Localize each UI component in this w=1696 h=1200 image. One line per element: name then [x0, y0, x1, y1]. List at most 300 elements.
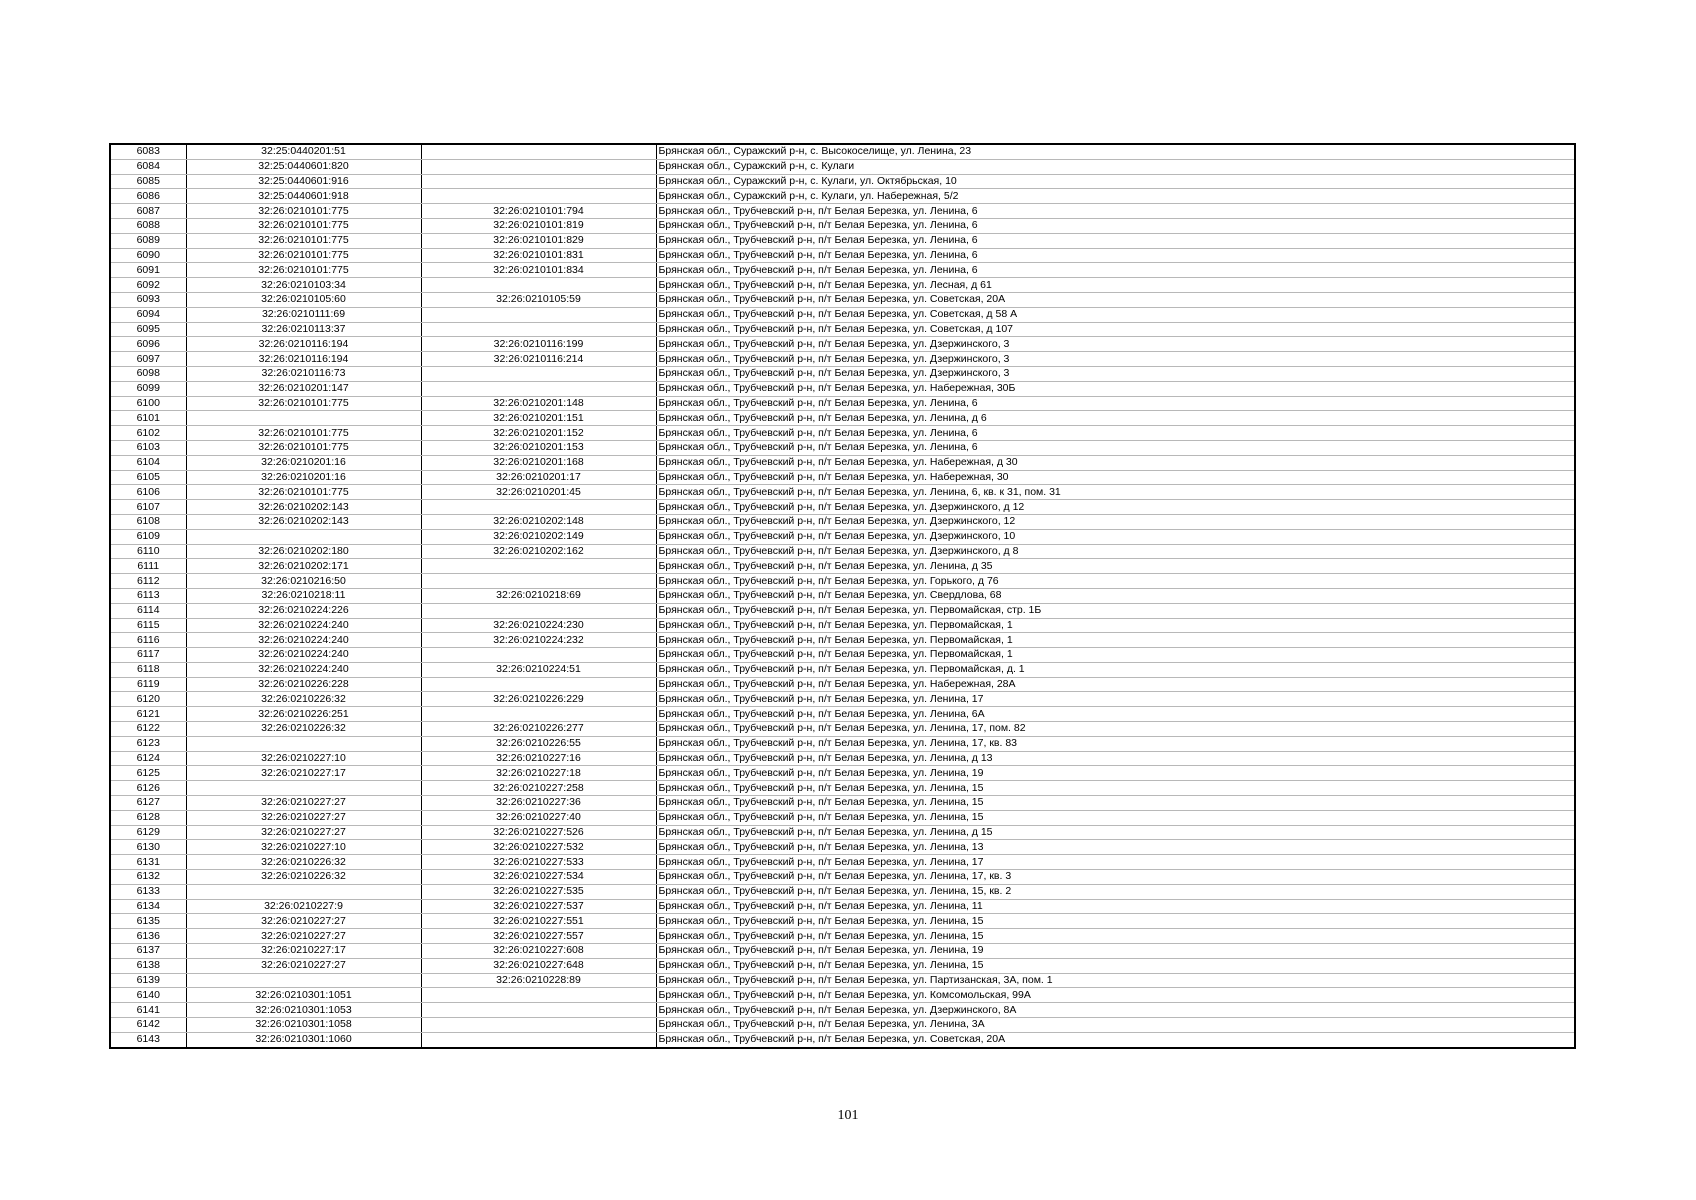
address-cell: Брянская обл., Трубчевский р-н, п/т Белая Березка, ул. Дзержинского, д 12 [656, 500, 1575, 515]
address-cell: Брянская обл., Трубчевский р-н, п/т Белая Березка, ул. Ленина, 6, кв. к 31, пом. 31 [656, 485, 1575, 500]
related-cadastral-number-cell [421, 159, 656, 174]
cadastral-number-cell: 32:26:0210216:50 [186, 574, 421, 589]
address-cell: Брянская обл., Трубчевский р-н, п/т Белая Березка, ул. Ленина, 17, кв. 83 [656, 736, 1575, 751]
related-cadastral-number-cell [421, 603, 656, 618]
table-row [110, 396, 1575, 411]
related-cadastral-number-cell: 32:26:0210201:17 [421, 470, 656, 485]
related-cadastral-number-cell: 32:26:0210227:36 [421, 796, 656, 811]
row-number-cell: 6115 [110, 618, 186, 633]
row-number-cell: 6134 [110, 899, 186, 914]
address-cell: Брянская обл., Трубчевский р-н, п/т Белая Березка, ул. Набережная, 30 [656, 470, 1575, 485]
cadastral-number-cell: 32:26:0210224:226 [186, 603, 421, 618]
address-cell: Брянская обл., Трубчевский р-н, п/т Белая Березка, ул. Набережная, 28А [656, 677, 1575, 692]
related-cadastral-number-cell: 32:26:0210101:831 [421, 248, 656, 263]
related-cadastral-number-cell [421, 574, 656, 589]
table-row [110, 884, 1575, 899]
cadastral-number-cell: 32:26:0210201:147 [186, 381, 421, 396]
address-cell: Брянская обл., Трубчевский р-н, п/т Белая Березка, ул. Ленина, 15 [656, 796, 1575, 811]
row-number-cell: 6101 [110, 411, 186, 426]
cadastral-number-cell: 32:26:0210101:775 [186, 485, 421, 500]
address-cell: Брянская обл., Трубчевский р-н, п/т Белая Березка, ул. Первомайская, 1 [656, 618, 1575, 633]
row-number-cell: 6092 [110, 278, 186, 293]
address-cell: Брянская обл., Трубчевский р-н, п/т Белая Березка, ул. Ленина, 6 [656, 204, 1575, 219]
table-row [110, 914, 1575, 929]
related-cadastral-number-cell [421, 366, 656, 381]
cadastral-number-cell: 32:26:0210101:775 [186, 440, 421, 455]
cadastral-number-cell: 32:26:0210227:27 [186, 929, 421, 944]
row-number-cell: 6109 [110, 529, 186, 544]
table-row [110, 958, 1575, 973]
related-cadastral-number-cell: 32:26:0210226:229 [421, 692, 656, 707]
cadastral-number-cell: 32:26:0210227:27 [186, 914, 421, 929]
address-cell: Брянская обл., Трубчевский р-н, п/т Белая Березка, ул. Ленина, 6 [656, 263, 1575, 278]
row-number-cell: 6102 [110, 426, 186, 441]
row-number-cell: 6094 [110, 307, 186, 322]
related-cadastral-number-cell [421, 1003, 656, 1018]
cadastral-number-cell: 32:26:0210301:1058 [186, 1018, 421, 1033]
table-row [110, 485, 1575, 500]
cadastral-number-cell [186, 411, 421, 426]
row-number-cell: 6112 [110, 574, 186, 589]
related-cadastral-number-cell [421, 559, 656, 574]
address-cell: Брянская обл., Трубчевский р-н, п/т Белая Березка, ул. Ленина, д 15 [656, 825, 1575, 840]
table-row [110, 426, 1575, 441]
table-row [110, 633, 1575, 648]
address-cell: Брянская обл., Трубчевский р-н, п/т Белая Березка, ул. Ленина, 15 [656, 810, 1575, 825]
table-row [110, 470, 1575, 485]
table-row [110, 766, 1575, 781]
cadastral-number-cell: 32:26:0210226:32 [186, 855, 421, 870]
cadastral-number-cell: 32:26:0210226:32 [186, 722, 421, 737]
cadastral-number-cell: 32:26:0210227:10 [186, 840, 421, 855]
row-number-cell: 6097 [110, 352, 186, 367]
row-number-cell: 6137 [110, 944, 186, 959]
table-row [110, 736, 1575, 751]
row-number-cell: 6113 [110, 588, 186, 603]
related-cadastral-number-cell [421, 500, 656, 515]
row-number-cell: 6118 [110, 662, 186, 677]
row-number-cell: 6089 [110, 233, 186, 248]
address-cell: Брянская обл., Трубчевский р-н, п/т Белая Березка, ул. Ленина, 6 [656, 440, 1575, 455]
related-cadastral-number-cell [421, 988, 656, 1003]
table-row [110, 204, 1575, 219]
address-cell: Брянская обл., Трубчевский р-н, п/т Белая Березка, ул. Ленина, 17, пом. 82 [656, 722, 1575, 737]
address-cell: Брянская обл., Трубчевский р-н, п/т Белая Березка, ул. Набережная, д 30 [656, 455, 1575, 470]
cadastral-number-cell: 32:26:0210227:27 [186, 796, 421, 811]
address-cell: Брянская обл., Трубчевский р-н, п/т Белая Березка, ул. Ленина, 15 [656, 958, 1575, 973]
row-number-cell: 6104 [110, 455, 186, 470]
row-number-cell: 6136 [110, 929, 186, 944]
address-cell: Брянская обл., Трубчевский р-н, п/т Белая Березка, ул. Ленина, 6 [656, 233, 1575, 248]
related-cadastral-number-cell: 32:26:0210201:168 [421, 455, 656, 470]
cadastral-number-cell: 32:26:0210224:240 [186, 633, 421, 648]
table-row [110, 218, 1575, 233]
row-number-cell: 6129 [110, 825, 186, 840]
table-row [110, 292, 1575, 307]
row-number-cell: 6127 [110, 796, 186, 811]
related-cadastral-number-cell: 32:26:0210101:794 [421, 204, 656, 219]
cadastral-number-cell [186, 884, 421, 899]
table-row [110, 322, 1575, 337]
address-cell: Брянская обл., Трубчевский р-н, п/т Белая Березка, ул. Дзержинского, 3 [656, 366, 1575, 381]
address-cell: Брянская обл., Трубчевский р-н, п/т Белая Березка, ул. Ленина, 17, кв. 3 [656, 870, 1575, 885]
address-cell: Брянская обл., Трубчевский р-н, п/т Белая Березка, ул. Комсомольская, 99А [656, 988, 1575, 1003]
address-cell: Брянская обл., Трубчевский р-н, п/т Белая Березка, ул. Ленина, 13 [656, 840, 1575, 855]
related-cadastral-number-cell [421, 307, 656, 322]
address-cell: Брянская обл., Трубчевский р-н, п/т Белая Березка, ул. Ленина, 3А [656, 1018, 1575, 1033]
row-number-cell: 6095 [110, 322, 186, 337]
related-cadastral-number-cell: 32:26:0210227:535 [421, 884, 656, 899]
cadastral-number-cell: 32:26:0210111:69 [186, 307, 421, 322]
address-cell: Брянская обл., Трубчевский р-н, п/т Белая Березка, ул. Ленина, д 13 [656, 751, 1575, 766]
cadastral-number-cell: 32:26:0210101:775 [186, 218, 421, 233]
cadastral-number-cell: 32:25:0440601:820 [186, 159, 421, 174]
table-row [110, 263, 1575, 278]
address-cell: Брянская обл., Трубчевский р-н, п/т Белая Березка, ул. Ленина, 6 [656, 426, 1575, 441]
row-number-cell: 6085 [110, 174, 186, 189]
related-cadastral-number-cell: 32:26:0210116:214 [421, 352, 656, 367]
address-cell: Брянская обл., Трубчевский р-н, п/т Белая Березка, ул. Лесная, д 61 [656, 278, 1575, 293]
cadastral-number-cell: 32:26:0210103:34 [186, 278, 421, 293]
row-number-cell: 6083 [110, 144, 186, 159]
row-number-cell: 6120 [110, 692, 186, 707]
row-number-cell: 6103 [110, 440, 186, 455]
address-cell: Брянская обл., Трубчевский р-н, п/т Белая Березка, ул. Ленина, 19 [656, 944, 1575, 959]
table-row [110, 352, 1575, 367]
related-cadastral-number-cell: 32:26:0210201:151 [421, 411, 656, 426]
address-cell: Брянская обл., Трубчевский р-н, п/т Белая Березка, ул. Горького, д 76 [656, 574, 1575, 589]
cadastral-number-cell: 32:26:0210101:775 [186, 396, 421, 411]
address-cell: Брянская обл., Суражский р-н, с. Высокоселище, ул. Ленина, 23 [656, 144, 1575, 159]
table-row [110, 1003, 1575, 1018]
related-cadastral-number-cell: 32:26:0210202:149 [421, 529, 656, 544]
cadastral-number-cell: 32:26:0210301:1053 [186, 1003, 421, 1018]
related-cadastral-number-cell: 32:26:0210228:89 [421, 973, 656, 988]
cadastral-number-cell: 32:26:0210227:10 [186, 751, 421, 766]
cadastral-number-cell: 32:26:0210101:775 [186, 248, 421, 263]
related-cadastral-number-cell: 32:26:0210202:148 [421, 514, 656, 529]
row-number-cell: 6138 [110, 958, 186, 973]
address-cell: Брянская обл., Трубчевский р-н, п/т Белая Березка, ул. Советская, д 107 [656, 322, 1575, 337]
related-cadastral-number-cell: 32:26:0210227:16 [421, 751, 656, 766]
row-number-cell: 6126 [110, 781, 186, 796]
related-cadastral-number-cell: 32:26:0210227:648 [421, 958, 656, 973]
address-cell: Брянская обл., Трубчевский р-н, п/т Белая Березка, ул. Первомайская, 1 [656, 648, 1575, 663]
related-cadastral-number-cell: 32:26:0210201:152 [421, 426, 656, 441]
row-number-cell: 6086 [110, 189, 186, 204]
row-number-cell: 6117 [110, 648, 186, 663]
table-row [110, 559, 1575, 574]
cadastral-number-cell: 32:26:0210101:775 [186, 426, 421, 441]
cadastral-number-cell: 32:26:0210301:1060 [186, 1032, 421, 1047]
cadastral-number-cell: 32:26:0210227:27 [186, 825, 421, 840]
related-cadastral-number-cell: 32:26:0210227:533 [421, 855, 656, 870]
cadastral-number-cell [186, 781, 421, 796]
address-cell: Брянская обл., Трубчевский р-н, п/т Белая Березка, ул. Ленина, 15, кв. 2 [656, 884, 1575, 899]
cadastral-number-cell: 32:26:0210224:240 [186, 662, 421, 677]
row-number-cell: 6108 [110, 514, 186, 529]
cadastral-number-cell: 32:26:0210101:775 [186, 204, 421, 219]
table-row [110, 574, 1575, 589]
row-number-cell: 6135 [110, 914, 186, 929]
related-cadastral-number-cell: 32:26:0210226:277 [421, 722, 656, 737]
table-row [110, 366, 1575, 381]
related-cadastral-number-cell: 32:26:0210227:532 [421, 840, 656, 855]
table-row [110, 662, 1575, 677]
related-cadastral-number-cell: 32:26:0210227:18 [421, 766, 656, 781]
address-cell: Брянская обл., Трубчевский р-н, п/т Белая Березка, ул. Дзержинского, 8А [656, 1003, 1575, 1018]
related-cadastral-number-cell [421, 1018, 656, 1033]
row-number-cell: 6124 [110, 751, 186, 766]
address-cell: Брянская обл., Трубчевский р-н, п/т Белая Березка, ул. Первомайская, 1 [656, 633, 1575, 648]
table-row [110, 529, 1575, 544]
address-cell: Брянская обл., Трубчевский р-н, п/т Белая Березка, ул. Ленина, 6 [656, 396, 1575, 411]
address-cell: Брянская обл., Трубчевский р-н, п/т Белая Березка, ул. Свердлова, 68 [656, 588, 1575, 603]
row-number-cell: 6099 [110, 381, 186, 396]
related-cadastral-number-cell: 32:26:0210227:526 [421, 825, 656, 840]
address-cell: Брянская обл., Трубчевский р-н, п/т Белая Березка, ул. Ленина, 6 [656, 248, 1575, 263]
related-cadastral-number-cell: 32:26:0210227:40 [421, 810, 656, 825]
address-cell: Брянская обл., Трубчевский р-н, п/т Белая Березка, ул. Дзержинского, 10 [656, 529, 1575, 544]
address-cell: Брянская обл., Трубчевский р-н, п/т Белая Березка, ул. Советская, 20А [656, 1032, 1575, 1047]
related-cadastral-number-cell: 32:26:0210201:45 [421, 485, 656, 500]
cadastral-number-cell: 32:26:0210226:32 [186, 870, 421, 885]
related-cadastral-number-cell: 32:26:0210201:148 [421, 396, 656, 411]
row-number-cell: 6091 [110, 263, 186, 278]
table-row [110, 544, 1575, 559]
related-cadastral-number-cell: 32:26:0210227:534 [421, 870, 656, 885]
table-row [110, 603, 1575, 618]
cadastral-number-cell: 32:26:0210227:17 [186, 944, 421, 959]
related-cadastral-number-cell: 32:26:0210227:557 [421, 929, 656, 944]
cadastral-number-cell: 32:26:0210224:240 [186, 618, 421, 633]
related-cadastral-number-cell: 32:26:0210224:51 [421, 662, 656, 677]
address-cell: Брянская обл., Трубчевский р-н, п/т Белая Березка, ул. Ленина, д 35 [656, 559, 1575, 574]
address-cell: Брянская обл., Трубчевский р-н, п/т Белая Березка, ул. Ленина, 6 [656, 218, 1575, 233]
row-number-cell: 6093 [110, 292, 186, 307]
address-cell: Брянская обл., Трубчевский р-н, п/т Белая Березка, ул. Советская, 20А [656, 292, 1575, 307]
table-row [110, 692, 1575, 707]
table-row [110, 1032, 1575, 1047]
table-row [110, 411, 1575, 426]
address-cell: Брянская обл., Трубчевский р-н, п/т Белая Березка, ул. Ленина, 19 [656, 766, 1575, 781]
address-cell: Брянская обл., Трубчевский р-н, п/т Белая Березка, ул. Первомайская, д. 1 [656, 662, 1575, 677]
related-cadastral-number-cell [421, 677, 656, 692]
address-cell: Брянская обл., Трубчевский р-н, п/т Белая Березка, ул. Дзержинского, 3 [656, 352, 1575, 367]
cadastral-number-cell: 32:26:0210226:32 [186, 692, 421, 707]
address-cell: Брянская обл., Суражский р-н, с. Кулаги, ул. Набережная, 5/2 [656, 189, 1575, 204]
cadastral-number-cell: 32:26:0210202:143 [186, 500, 421, 515]
table-row [110, 174, 1575, 189]
table-row [110, 855, 1575, 870]
related-cadastral-number-cell: 32:26:0210224:232 [421, 633, 656, 648]
cadastral-number-cell: 32:26:0210105:60 [186, 292, 421, 307]
related-cadastral-number-cell [421, 189, 656, 204]
related-cadastral-number-cell [421, 322, 656, 337]
address-cell: Брянская обл., Трубчевский р-н, п/т Белая Березка, ул. Ленина, 17 [656, 855, 1575, 870]
address-cell: Брянская обл., Трубчевский р-н, п/т Белая Березка, ул. Ленина, 11 [656, 899, 1575, 914]
row-number-cell: 6111 [110, 559, 186, 574]
address-cell: Брянская обл., Трубчевский р-н, п/т Белая Березка, ул. Советская, д 58 А [656, 307, 1575, 322]
row-number-cell: 6133 [110, 884, 186, 899]
table-row [110, 825, 1575, 840]
related-cadastral-number-cell: 32:26:0210101:834 [421, 263, 656, 278]
row-number-cell: 6105 [110, 470, 186, 485]
row-number-cell: 6131 [110, 855, 186, 870]
table-row [110, 618, 1575, 633]
table-row [110, 677, 1575, 692]
related-cadastral-number-cell: 32:26:0210227:551 [421, 914, 656, 929]
table-row [110, 381, 1575, 396]
table-row [110, 751, 1575, 766]
cadastral-number-cell: 32:26:0210218:11 [186, 588, 421, 603]
related-cadastral-number-cell [421, 707, 656, 722]
row-number-cell: 6107 [110, 500, 186, 515]
cadastral-number-cell: 32:26:0210227:9 [186, 899, 421, 914]
address-cell: Брянская обл., Трубчевский р-н, п/т Белая Березка, ул. Ленина, 15 [656, 781, 1575, 796]
address-cell: Брянская обл., Трубчевский р-н, п/т Белая Березка, ул. Дзержинского, 3 [656, 337, 1575, 352]
row-number-cell: 6106 [110, 485, 186, 500]
cadastral-number-cell: 32:26:0210101:775 [186, 263, 421, 278]
table-row [110, 944, 1575, 959]
cadastral-number-cell: 32:25:0440601:918 [186, 189, 421, 204]
cadastral-number-cell: 32:26:0210227:27 [186, 958, 421, 973]
row-number-cell: 6123 [110, 736, 186, 751]
row-number-cell: 6140 [110, 988, 186, 1003]
cadastral-number-cell: 32:26:0210226:228 [186, 677, 421, 692]
table-row [110, 988, 1575, 1003]
related-cadastral-number-cell: 32:26:0210224:230 [421, 618, 656, 633]
cadastral-number-cell: 32:26:0210227:17 [186, 766, 421, 781]
page-number: 101 [837, 1108, 859, 1123]
cadastral-number-cell: 32:26:0210301:1051 [186, 988, 421, 1003]
related-cadastral-number-cell: 32:26:0210105:59 [421, 292, 656, 307]
cadastral-number-cell: 32:25:0440601:916 [186, 174, 421, 189]
related-cadastral-number-cell [421, 174, 656, 189]
table-row [110, 514, 1575, 529]
table-row [110, 144, 1575, 159]
address-cell: Брянская обл., Трубчевский р-н, п/т Белая Березка, ул. Ленина, 15 [656, 929, 1575, 944]
cadastral-number-cell: 32:26:0210116:194 [186, 337, 421, 352]
row-number-cell: 6121 [110, 707, 186, 722]
address-cell: Брянская обл., Трубчевский р-н, п/т Белая Березка, ул. Ленина, 15 [656, 914, 1575, 929]
address-cell: Брянская обл., Трубчевский р-н, п/т Белая Березка, ул. Ленина, 6А [656, 707, 1575, 722]
cadastral-number-cell [186, 529, 421, 544]
related-cadastral-number-cell: 32:26:0210227:608 [421, 944, 656, 959]
related-cadastral-number-cell: 32:26:0210202:162 [421, 544, 656, 559]
cadastral-number-cell: 32:25:0440201:51 [186, 144, 421, 159]
table-row [110, 337, 1575, 352]
table-row [110, 500, 1575, 515]
cadastral-number-cell: 32:26:0210227:27 [186, 810, 421, 825]
related-cadastral-number-cell: 32:26:0210201:153 [421, 440, 656, 455]
address-cell: Брянская обл., Трубчевский р-н, п/т Белая Березка, ул. Набережная, 30Б [656, 381, 1575, 396]
row-number-cell: 6139 [110, 973, 186, 988]
table-row [110, 248, 1575, 263]
related-cadastral-number-cell [421, 144, 656, 159]
related-cadastral-number-cell: 32:26:0210101:819 [421, 218, 656, 233]
table-row [110, 159, 1575, 174]
cadastral-number-cell: 32:26:0210202:180 [186, 544, 421, 559]
cadastral-number-cell: 32:26:0210202:171 [186, 559, 421, 574]
related-cadastral-number-cell [421, 278, 656, 293]
table-row [110, 796, 1575, 811]
table-row [110, 189, 1575, 204]
table-row [110, 870, 1575, 885]
row-number-cell: 6143 [110, 1032, 186, 1047]
row-number-cell: 6087 [110, 204, 186, 219]
related-cadastral-number-cell [421, 381, 656, 396]
table-row [110, 648, 1575, 663]
table-row [110, 1018, 1575, 1033]
table-row [110, 233, 1575, 248]
related-cadastral-number-cell: 32:26:0210227:537 [421, 899, 656, 914]
row-number-cell: 6090 [110, 248, 186, 263]
row-number-cell: 6098 [110, 366, 186, 381]
cadastral-number-cell [186, 736, 421, 751]
cadastral-number-cell: 32:26:0210101:775 [186, 233, 421, 248]
table-row [110, 810, 1575, 825]
table-row [110, 781, 1575, 796]
cadastral-number-cell: 32:26:0210224:240 [186, 648, 421, 663]
cadastral-number-cell: 32:26:0210116:194 [186, 352, 421, 367]
row-number-cell: 6132 [110, 870, 186, 885]
registry-table [109, 143, 1576, 1049]
address-cell: Брянская обл., Трубчевский р-н, п/т Белая Березка, ул. Ленина, 17 [656, 692, 1575, 707]
row-number-cell: 6110 [110, 544, 186, 559]
cadastral-number-cell: 32:26:0210201:16 [186, 455, 421, 470]
related-cadastral-number-cell: 32:26:0210116:199 [421, 337, 656, 352]
row-number-cell: 6122 [110, 722, 186, 737]
cadastral-number-cell: 32:26:0210201:16 [186, 470, 421, 485]
row-number-cell: 6096 [110, 337, 186, 352]
cadastral-number-cell: 32:26:0210202:143 [186, 514, 421, 529]
table-row [110, 440, 1575, 455]
registry-table-body [110, 144, 1575, 1048]
address-cell: Брянская обл., Суражский р-н, с. Кулаги, ул. Октябрьская, 10 [656, 174, 1575, 189]
table-row [110, 973, 1575, 988]
row-number-cell: 6125 [110, 766, 186, 781]
address-cell: Брянская обл., Трубчевский р-н, п/т Белая Березка, ул. Партизанская, 3А, пом. 1 [656, 973, 1575, 988]
address-cell: Брянская обл., Трубчевский р-н, п/т Белая Березка, ул. Первомайская, стр. 1Б [656, 603, 1575, 618]
row-number-cell: 6128 [110, 810, 186, 825]
related-cadastral-number-cell [421, 1032, 656, 1047]
table-row [110, 929, 1575, 944]
row-number-cell: 6088 [110, 218, 186, 233]
row-number-cell: 6116 [110, 633, 186, 648]
row-number-cell: 6141 [110, 1003, 186, 1018]
table-row [110, 899, 1575, 914]
table-row [110, 588, 1575, 603]
table-row [110, 722, 1575, 737]
address-cell: Брянская обл., Трубчевский р-н, п/т Белая Березка, ул. Ленина, д 6 [656, 411, 1575, 426]
row-number-cell: 6142 [110, 1018, 186, 1033]
row-number-cell: 6084 [110, 159, 186, 174]
related-cadastral-number-cell: 32:26:0210101:829 [421, 233, 656, 248]
address-cell: Брянская обл., Трубчевский р-н, п/т Белая Березка, ул. Дзержинского, 12 [656, 514, 1575, 529]
row-number-cell: 6114 [110, 603, 186, 618]
cadastral-number-cell: 32:26:0210226:251 [186, 707, 421, 722]
related-cadastral-number-cell: 32:26:0210226:55 [421, 736, 656, 751]
related-cadastral-number-cell: 32:26:0210227:258 [421, 781, 656, 796]
related-cadastral-number-cell: 32:26:0210218:69 [421, 588, 656, 603]
table-row [110, 455, 1575, 470]
row-number-cell: 6100 [110, 396, 186, 411]
address-cell: Брянская обл., Суражский р-н, с. Кулаги [656, 159, 1575, 174]
address-cell: Брянская обл., Трубчевский р-н, п/т Белая Березка, ул. Дзержинского, д 8 [656, 544, 1575, 559]
related-cadastral-number-cell [421, 648, 656, 663]
cadastral-number-cell: 32:26:0210113:37 [186, 322, 421, 337]
